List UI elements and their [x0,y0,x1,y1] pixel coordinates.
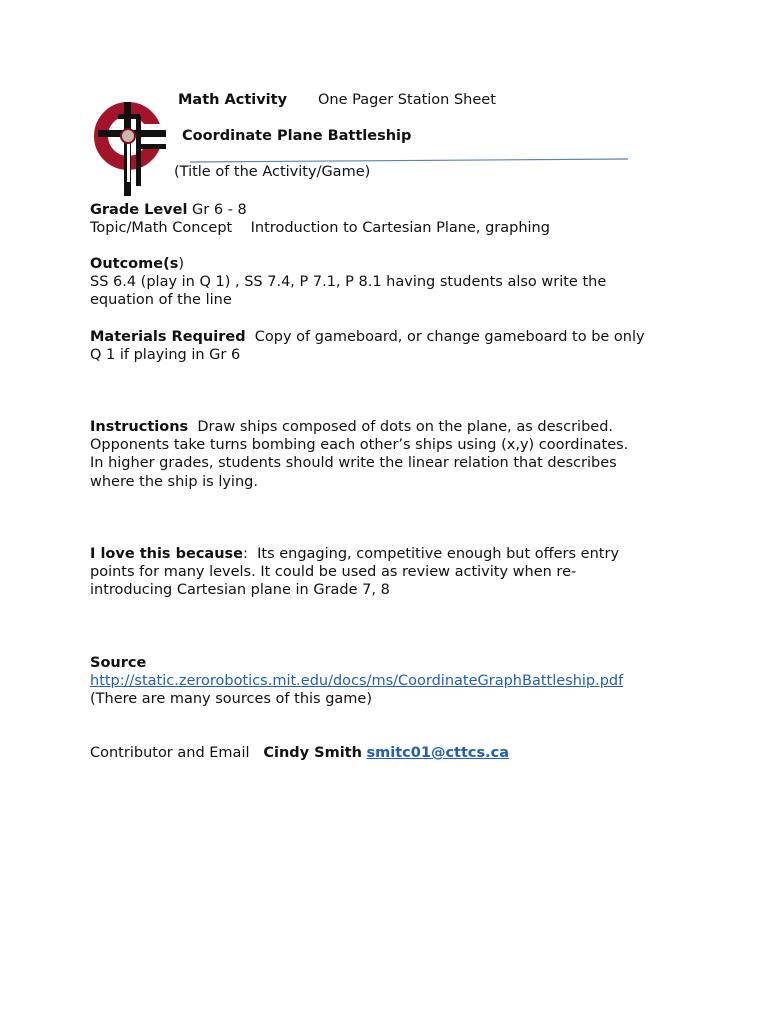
topic-value: Introduction to Cartesian Plane, graphing [250,220,550,236]
instructions-line-3: In higher grades, students should write the linear relation that describes [90,455,617,472]
grade-level-row [90,201,690,219]
love-section [90,545,690,600]
contributor-row [90,744,690,762]
topic-row [90,219,690,237]
instructions-label: Instructions [90,419,189,435]
materials-line-2: Q 1 if playing in Gr 6 [90,347,241,364]
love-line-3: introducing Cartesian plane in Grade 7, 8 [90,582,390,599]
outcomes-line-1: SS 6.4 (play in Q 1) , SS 7.4, P 7.1, P 8.1 having students also write the [90,274,607,291]
outcomes-label: Outcome(s [90,256,179,272]
source-label: Source [90,655,147,671]
instructions-line-2: Opponents take turns bombing each other’s ships using (x,y) coordinates. [90,437,629,454]
contributor-email-link[interactable]: smitc01@cttcs.ca [366,745,510,761]
materials-label: Materials Required [90,329,246,345]
instructions-line-1: Draw ships composed of dots on the plane, as described. [197,419,614,435]
topic-label: Topic/Math Concept [90,220,233,236]
title-caption: (Title of the Activity/Game) [174,164,371,180]
instructions-line-4: where the ship is lying. [90,473,258,490]
contributor-label: Contributor and Email [90,745,250,761]
source-note: (There are many sources of this game) [90,691,373,708]
activity-label: Math Activity [178,92,288,108]
outcomes-label-paren: ) [178,256,185,272]
outcomes-line-2: equation of the line [90,292,232,309]
instructions-section [90,418,690,491]
contributor-name: Cindy Smith [263,745,362,761]
outcomes-section [90,255,690,310]
school-cross-logo [92,94,172,196]
love-line-2: points for many levels. It could be used as review activity when re- [90,564,577,581]
activity-title: Coordinate Plane Battleship [182,128,412,144]
materials-line-1: Copy of gameboard, or change gameboard to be only [254,329,645,345]
love-label: I love this because [90,546,243,562]
grade-level-label: Grade Level [90,202,188,218]
grade-level-value: Gr 6 - 8 [192,202,247,218]
sheet-label: One Pager Station Sheet [318,92,496,108]
materials-section [90,328,690,364]
source-link[interactable]: http://static.zerorobotics.mit.edu/docs/ms/CoordinateGraphBattleship.pdf [90,673,624,690]
love-line-1: Its engaging, competitive enough but offers entry [257,546,620,562]
source-section [90,654,690,709]
love-colon: : [243,546,248,562]
